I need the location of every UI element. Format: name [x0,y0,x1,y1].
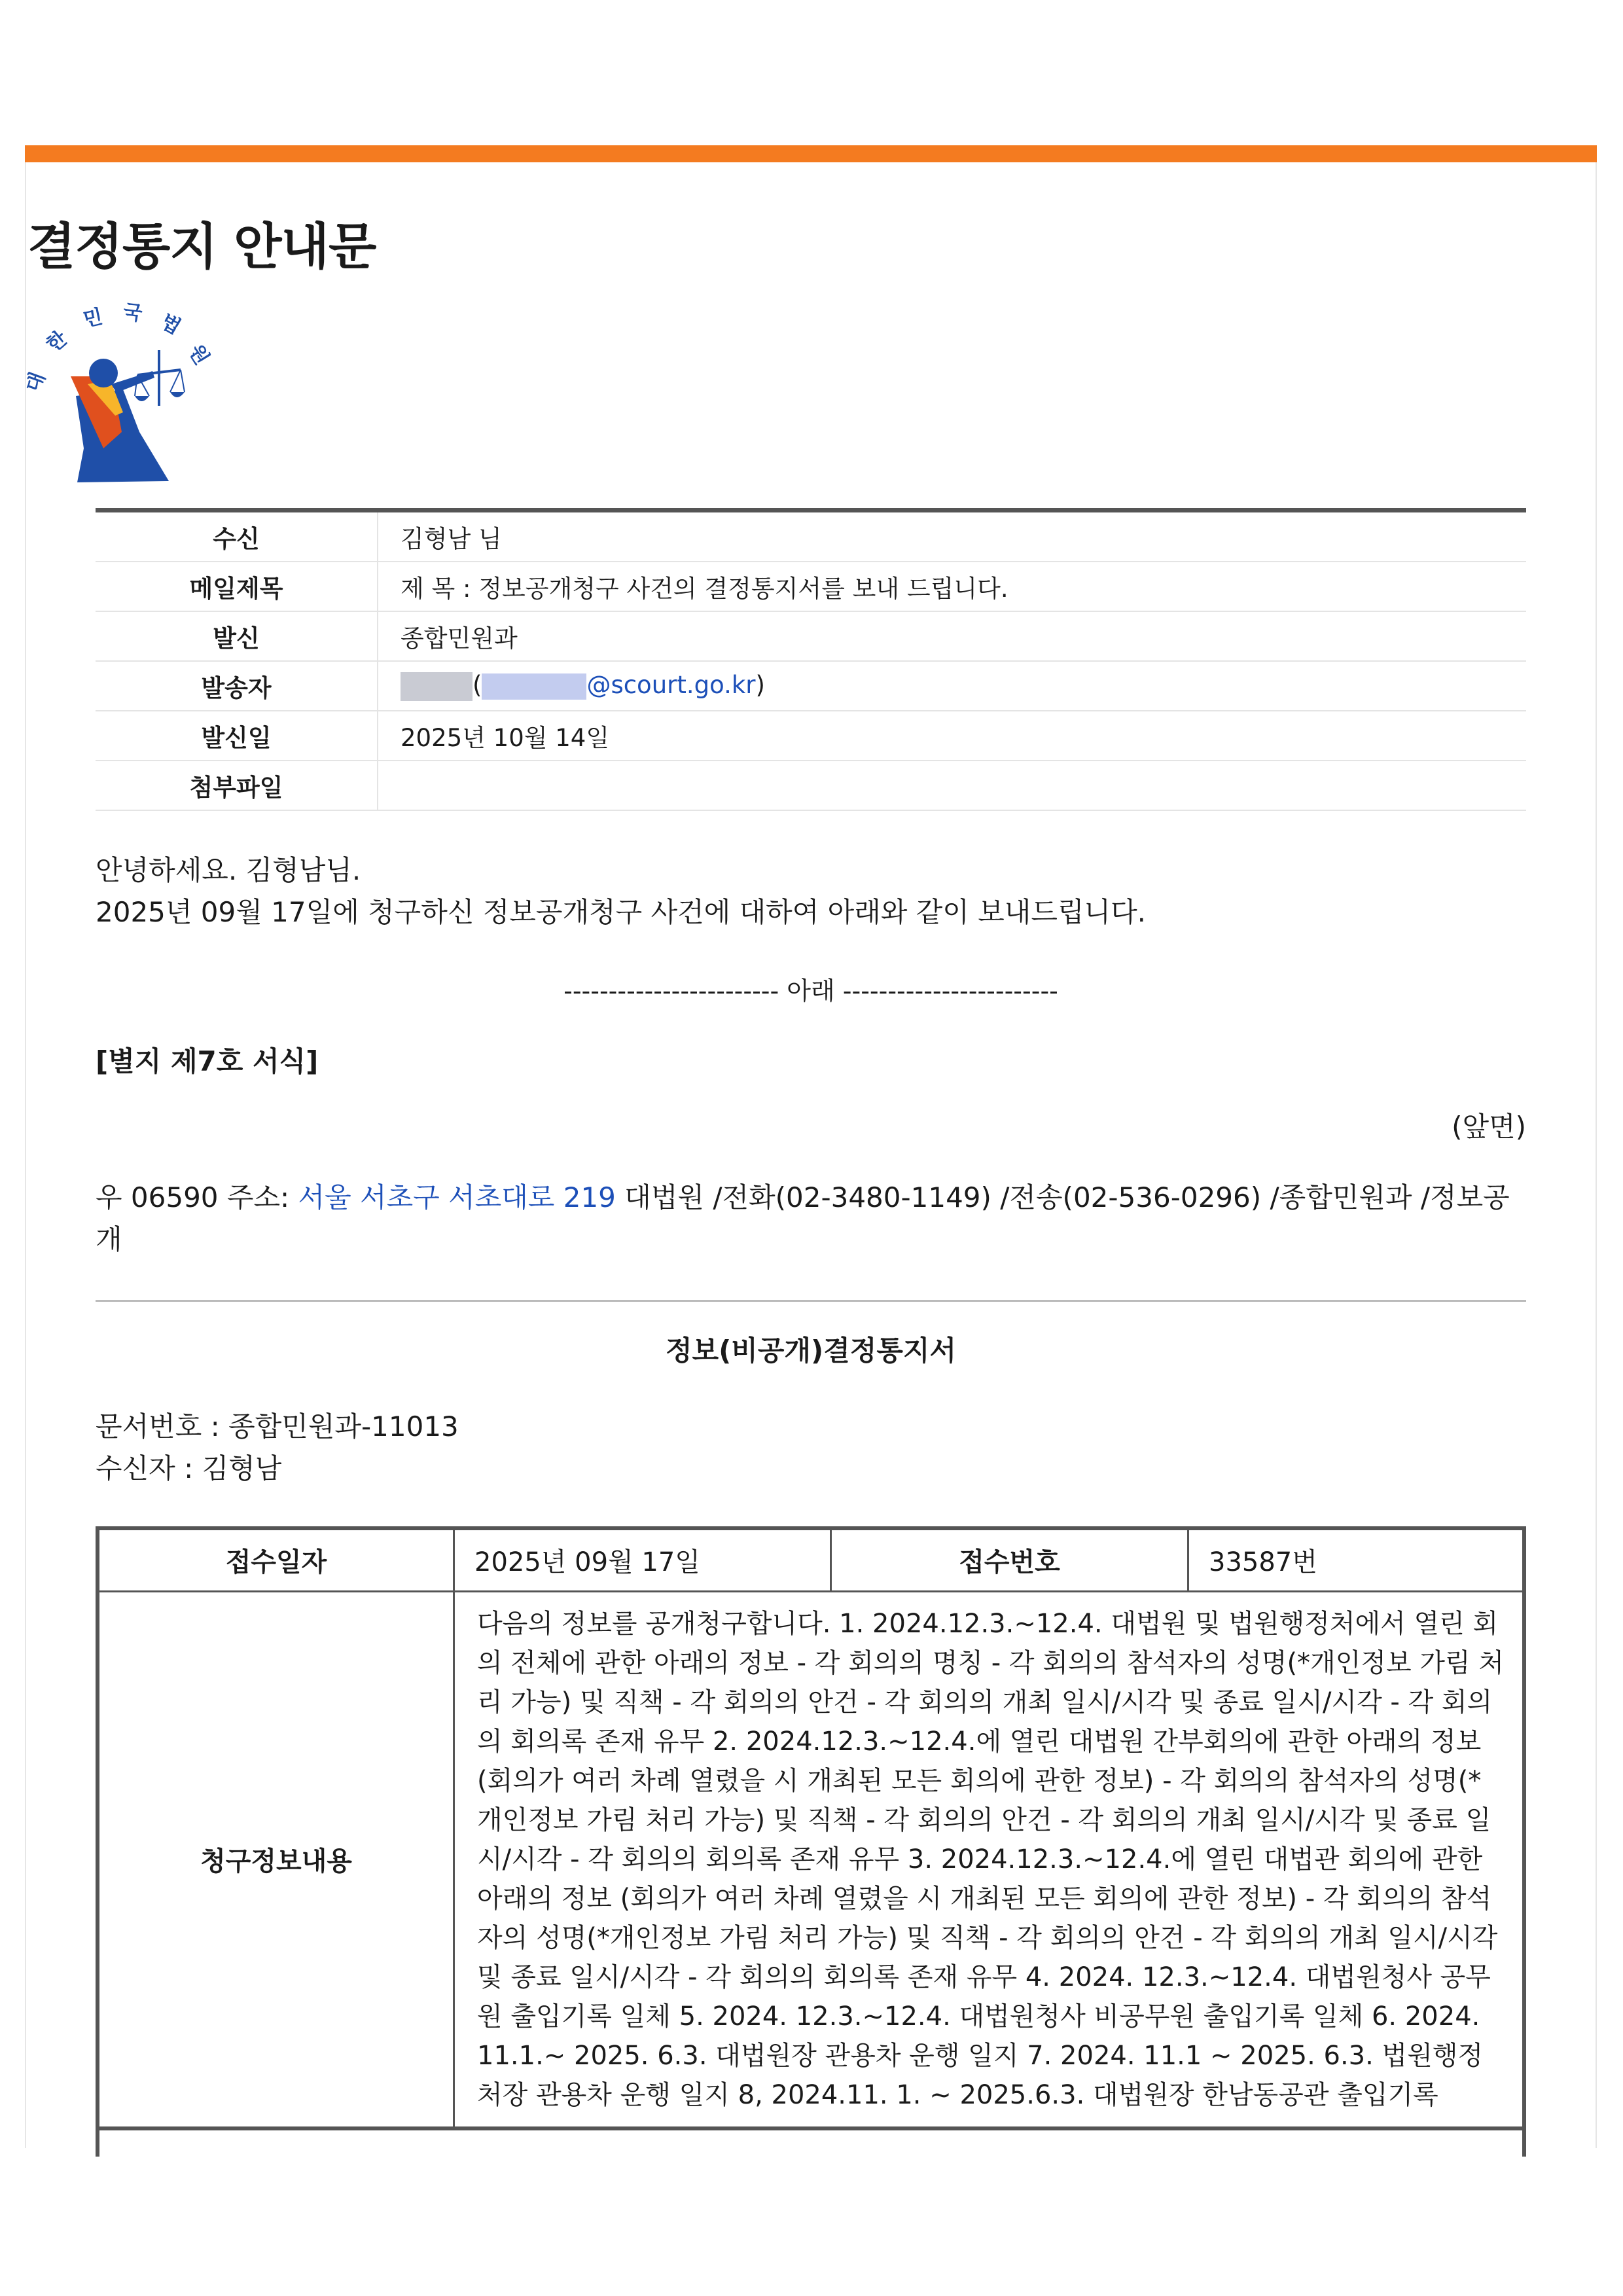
table-row [96,761,1526,810]
table-row [98,1591,1524,2128]
send-date-value: 2025년 10월 14일 [378,711,1526,761]
redacted-email-user [482,673,586,700]
table-row [96,611,1526,661]
svg-text:원: 원 [184,340,214,369]
table-row [98,1528,1524,1591]
decision-form-section [96,1526,1526,2157]
mail-subject-value: 제 목 : 정보공개청구 사건의 결정통지서를 보내 드립니다. [378,562,1526,611]
sender-email-link[interactable]: @scourt.go.kr [586,671,756,700]
receipt-number-value: 33587번 [1188,1528,1525,1591]
recipient-label: 수신 [96,511,378,562]
svg-text:한: 한 [42,327,72,357]
send-date-label: 발신일 [96,711,378,761]
sender-dept-label: 발신 [96,611,378,661]
mail-info-table [96,508,1526,811]
sender-dept-value: 종합민원과 [378,611,1526,661]
receipt-date-value: 2025년 09월 17일 [454,1528,831,1591]
header-accent-bar [25,145,1597,162]
notice-recipient: 수신자 : 김형남 [96,1452,282,1484]
svg-text:법: 법 [156,310,185,340]
table-row [96,562,1526,611]
svg-text:대: 대 [22,369,50,395]
page-side-label: (앞면) [1452,1111,1526,1143]
page-title: 결정통지 안내문 [27,217,376,276]
address-link[interactable]: 서울 서초구 서초대로 219 [298,1181,616,1213]
mail-info-section [96,508,1526,811]
table-row [96,711,1526,761]
greeting-line: 2025년 09월 17일에 청구하신 정보공개청구 사건에 대하여 아래와 같이 보내드립니다. [96,896,1147,928]
receipt-date-label: 접수일자 [98,1528,454,1591]
attachment-label: 첨부파일 [96,761,378,810]
svg-text:민: 민 [81,305,105,332]
address-block: 우 06590 주소: 서울 서초구 서초대로 219 대법원 /전화(02-3480-1149) /전송(02-536-0296) /종합민원과 /정보공개 [96,1181,1510,1255]
request-content-value: 다음의 정보를 공개청구합니다. 1. 2024.12.3.~12.4. 대법원 및 법원행정처에서 열린 회의 전체에 관한 아래의 정보 - 각 회의의 명칭 - 각 회의의 참석자의 성명(*개인정보 가림 처리 가능) 및 직책 - 각 회의의 안건 - 각 회의의 개최 일시/시각 및 종료 일시/시각 - 각 회의의 회의록 존재 유무 2. 2024.12.3.~12.4.에 열린 대법원 간부회의에 관한 아래의 정보 (회의가 여러 차례 열렸을 시 개최된 모든 회의에 관한 정보) - 각 회의의 참석자의 성명(*개인정보 가림 처리 가능) 및 직책 - 각 회의의 안건 - 각 회의의 개최 일시/시각 및 종료 일시/시각 - 각 회의의 회의록 존재 유무 3. 2024.12.3.~12.4.에 열린 대법관 회의에 관한 아래의 정보 (회의가 여러 차례 열렸을 시 개최된 모든 회의에 관한 정보) - 각 회의의 참석자의 성명(*개인정보 가림 처리 가능) 및 직책 - 각 회의의 안건 - 각 회의의 개최 일시/시각 및 종료 일시/시각 - 각 회의의 회의록 존재 유무 4. 2024. 12.3.~12.4. 대법원청사 공무원 출입기록 일체 5. 2024. 12.3.~12.4. 대법원청사 비공무원 출입기록 일체 6. 2024. 11.1.~ 2025. 6.3. 대법원장 관용차 운행 일지 7. 2024. 11.1 ~ 2025. 6.3. 법원행정처장 관용차 운행 일지 8, 2024.11. 1. ~ 2025.6.3. 대법원장 한남동공관 출입기록 [454,1591,1525,2128]
divider [96,1300,1526,1302]
section-separator: ------------------------ 아래 ------------------------ [563,977,1058,1005]
form-label: [별지 제7호 서식] [96,1045,319,1077]
doc-number: 문서번호 : 종합민원과-11013 [96,1410,459,1443]
notice-title: 정보(비공개)결정통지서 [665,1335,957,1367]
supreme-court-logo-icon [22,298,228,488]
receipt-number-label: 접수번호 [831,1528,1188,1591]
request-content-label: 청구정보내용 [98,1591,454,2128]
redacted-name [401,672,473,701]
sender-label: 발송자 [96,661,378,711]
table-row [96,661,1526,711]
form-continuation [96,2130,1526,2157]
recipient-value: 김형남 님 [378,511,1526,562]
greeting-block [96,850,1526,933]
svg-text:국: 국 [121,300,144,326]
notice-info [96,1406,1526,1490]
attachment-value [378,761,1526,810]
greeting-line: 안녕하세요. 김형남님. [96,854,361,886]
mail-subject-label: 메일제목 [96,562,378,611]
sender-value: ( @scourt.go.kr) [378,661,1526,711]
table-row [96,511,1526,562]
decision-form-table [96,1526,1526,2130]
